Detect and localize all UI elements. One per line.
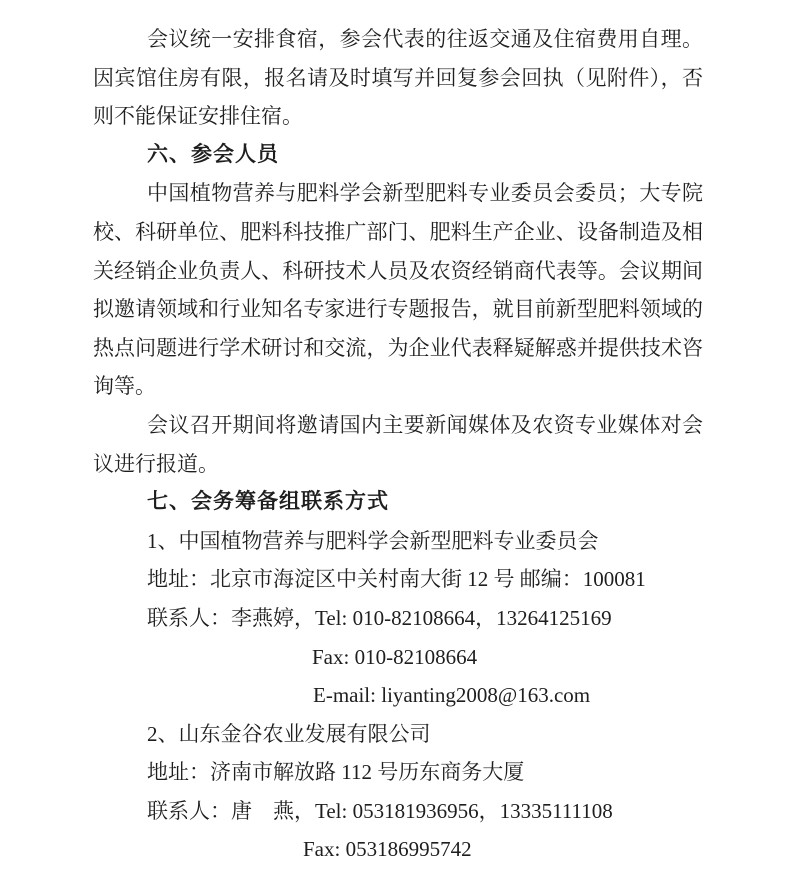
contact2-title: 2、山东金谷农业发展有限公司: [147, 721, 431, 746]
section-7-heading: 七、会务筹备组联系方式: [147, 490, 389, 514]
contact1-address: 地址：北京市海淀区中关村南大街 12 号 邮编：100081: [147, 567, 646, 592]
contact1-email: E-mail: liyanting2008@163.com: [313, 683, 591, 708]
paragraph-media-coverage: 会议召开期间将邀请国内主要新闻媒体及农资专业媒体对会议进行报道。: [93, 412, 703, 476]
contact1-title: 1、中国植物营养与肥料学会新型肥料专业委员会: [147, 528, 599, 553]
contact2-fax: Fax: 053186995742: [303, 837, 472, 862]
contact1-fax: Fax: 010-82108664: [312, 644, 478, 669]
contact2-person-tel: 联系人：唐 燕，Tel: 053181936956，13335111108: [147, 798, 613, 823]
contact1-person-tel: 联系人：李燕婷，Tel: 010-82108664，13264125169: [147, 605, 612, 630]
paragraph-participants: 中国植物营养与肥料学会新型肥料专业委员会委员；大专院校、科研单位、肥料科技推广部门、肥料生产企业、设备制造及相关经销企业负责人、科研技术人员及农资经销商代表等。会议期间拟邀请领域和行业知名专家进行专题报告，就目前新型肥料领域的热点问题进行学术研讨和交流，为企业代表释疑解惑并提供技术咨询等。: [93, 181, 703, 399]
section-6-heading: 六、参会人员: [147, 142, 279, 166]
paragraph-accommodation: 会议统一安排食宿，参会代表的往返交通及住宿费用自理。因宾馆住房有限，报名请及时填写并回复参会回执（见附件），否则不能保证安排住宿。: [93, 27, 703, 129]
contact2-address: 地址：济南市解放路 112 号历东商务大厦: [147, 760, 525, 785]
